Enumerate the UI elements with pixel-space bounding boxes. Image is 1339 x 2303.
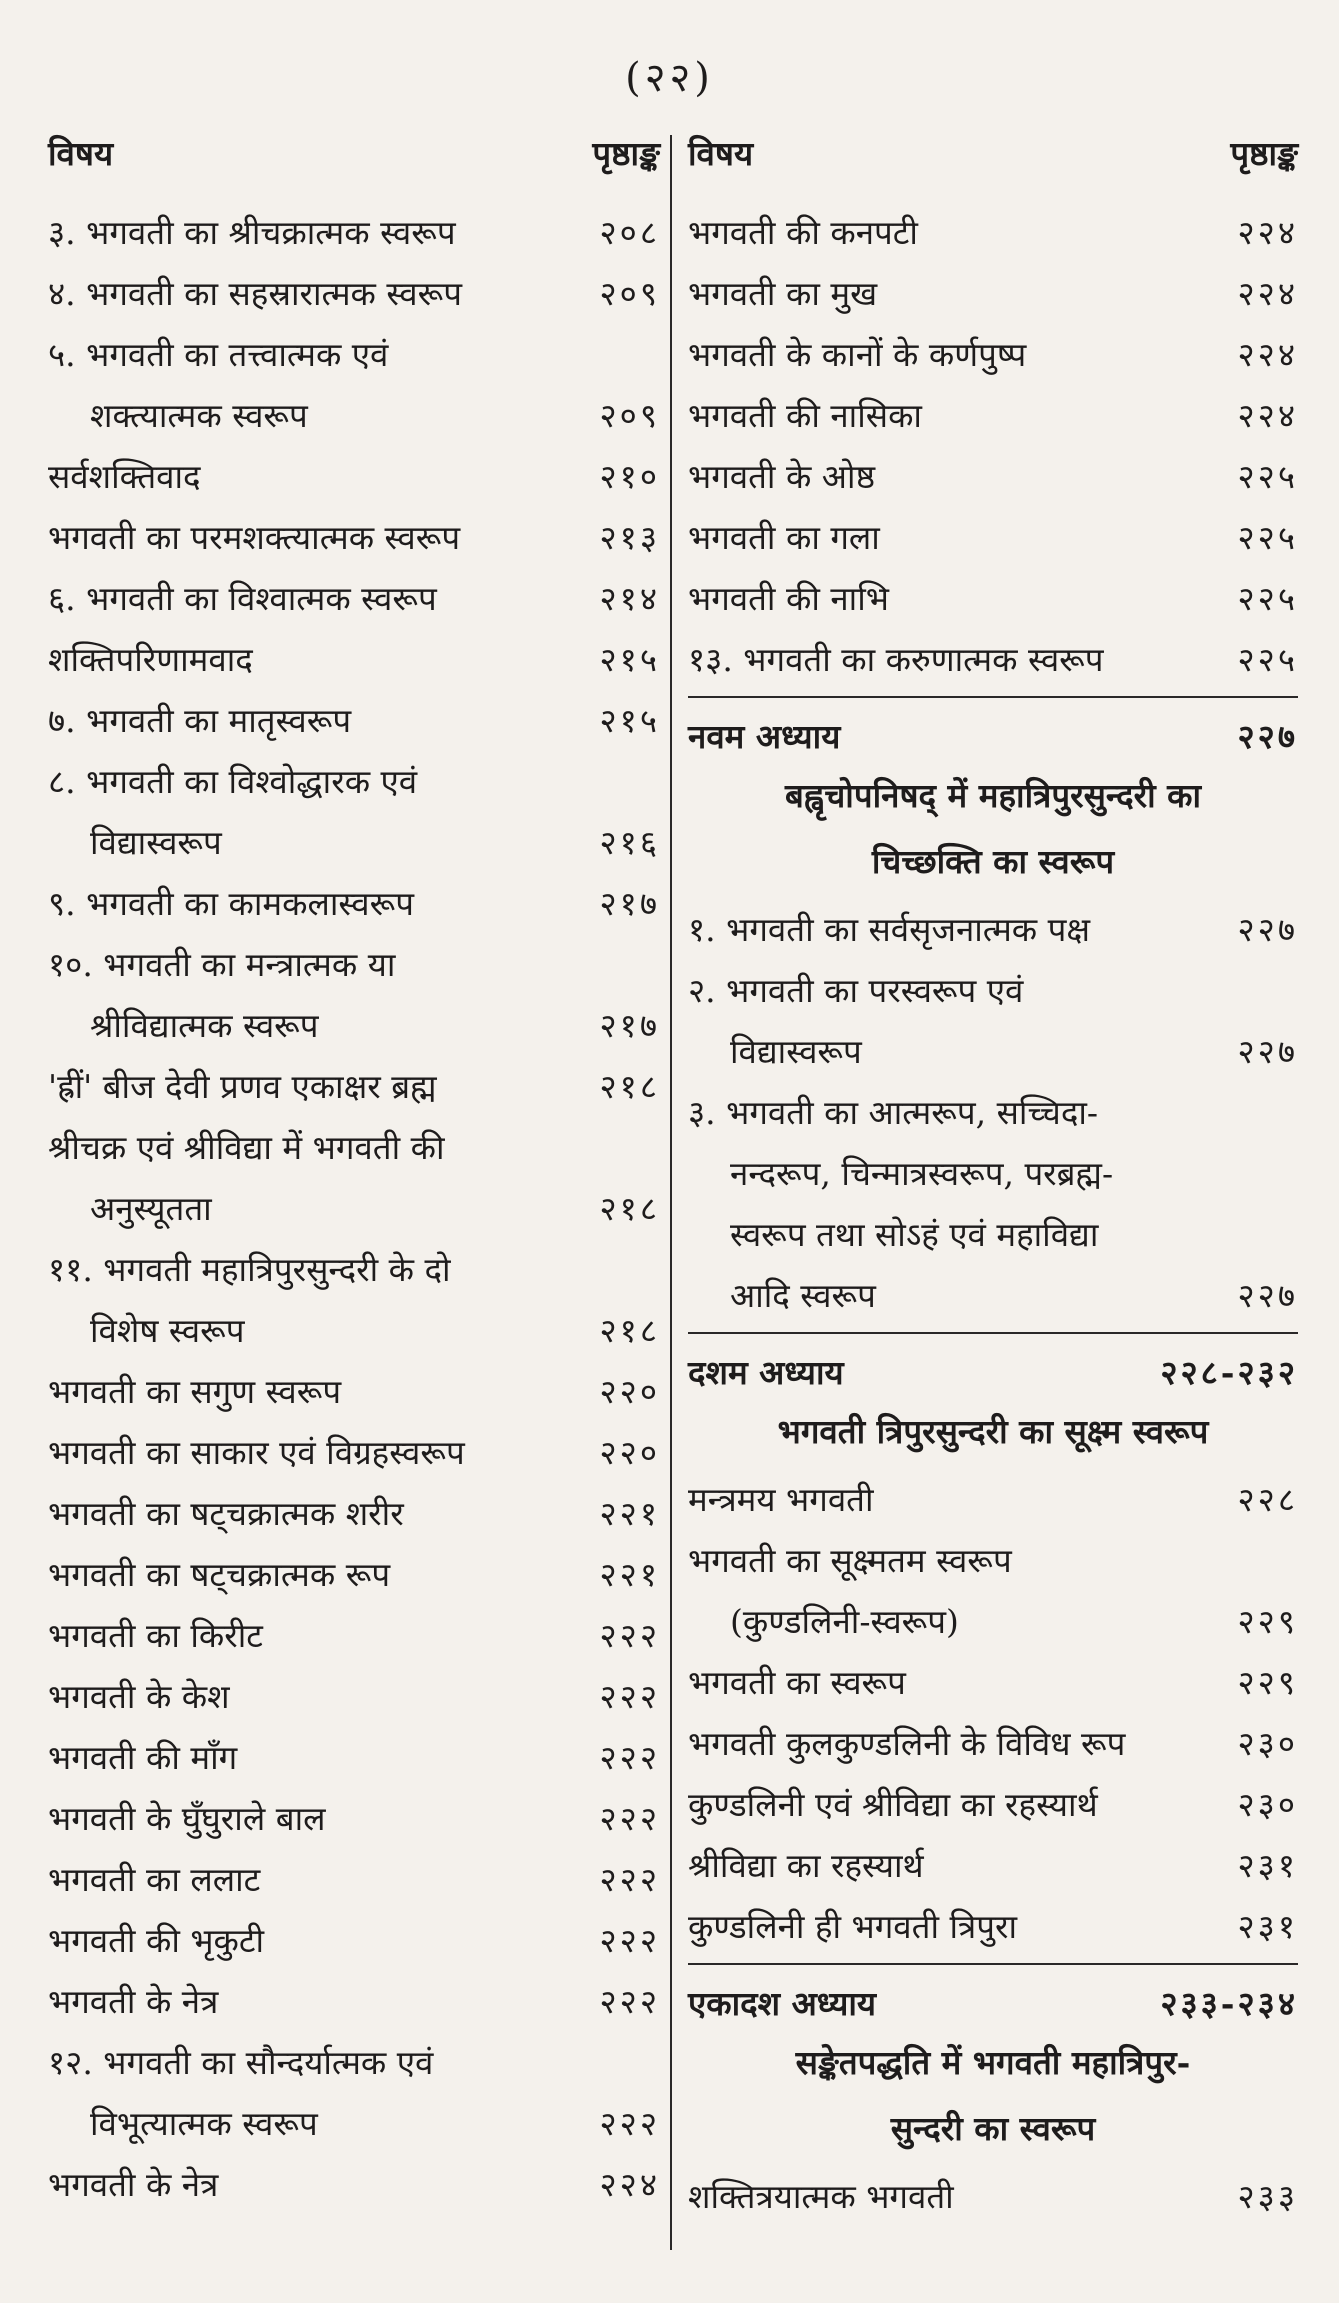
toc-entry <box>48 1666 660 1727</box>
right-column-header <box>688 130 1298 202</box>
entry-page: २२२ <box>599 1677 660 1716</box>
entry-page: २३३ <box>1237 2177 1298 2216</box>
page-heading: पृष्ठाङ्क <box>592 134 660 173</box>
toc-entry <box>688 263 1298 324</box>
left-column-header <box>48 130 660 202</box>
toc-entry <box>688 1082 1298 1143</box>
chapter-page: २२७ <box>1237 717 1298 756</box>
entry-title: ९. भगवती का कामकलास्वरूप <box>48 884 414 923</box>
entry-page: २२२ <box>599 1738 660 1777</box>
toc-entry <box>48 873 660 934</box>
toc-entry <box>48 1849 660 1910</box>
toc-entry <box>48 202 660 263</box>
entry-page: २२४ <box>1237 335 1298 374</box>
toc-entry <box>688 1204 1298 1265</box>
entry-title: विद्यास्वरूप <box>90 823 222 862</box>
entry-title: भगवती के घुँघुराले बाल <box>48 1799 326 1838</box>
entry-title: भगवती का षट्चक्रात्मक शरीर <box>48 1494 404 1533</box>
entry-title: भगवती का परमशक्त्यात्मक स्वरूप <box>48 518 461 557</box>
entry-page: २२७ <box>1237 1276 1298 1315</box>
toc-entry <box>688 507 1298 568</box>
entry-title: भगवती का गला <box>688 518 880 557</box>
toc-entry <box>48 812 660 873</box>
entry-title: भगवती की माँग <box>48 1738 238 1777</box>
entry-title: शक्तित्रयात्मक भगवती <box>688 2177 954 2216</box>
toc-entry <box>48 1971 660 2032</box>
entry-page: २१८ <box>599 1189 660 1228</box>
toc-entry <box>688 1530 1298 1591</box>
toc-entry <box>48 1300 660 1361</box>
entry-title: १२. भगवती का सौन्दर्यात्मक एवं <box>48 2043 434 2082</box>
entry-title: १३. भगवती का करुणात्मक स्वरूप <box>688 640 1104 679</box>
toc-entry <box>48 1056 660 1117</box>
entry-page: २१७ <box>599 884 660 923</box>
entry-page: २१८ <box>599 1067 660 1106</box>
toc-entry <box>688 324 1298 385</box>
toc-entry <box>48 1361 660 1422</box>
toc-entry <box>688 1652 1298 1713</box>
entry-page: २२२ <box>599 1921 660 1960</box>
entry-title: ४. भगवती का सहस्रारात्मक स्वरूप <box>48 274 462 313</box>
toc-entry <box>688 1591 1298 1652</box>
chapter-heading-10 <box>688 1342 1298 1403</box>
entry-title: विभूत्यात्मक स्वरूप <box>90 2104 318 2143</box>
toc-entry <box>48 2154 660 2215</box>
toc-entry <box>48 1178 660 1239</box>
chapter-heading-11 <box>688 1973 1298 2034</box>
entry-title: ३. भगवती का श्रीचक्रात्मक स्वरूप <box>48 213 456 252</box>
entry-title: आदि स्वरूप <box>730 1276 876 1315</box>
entry-page: २२५ <box>1237 457 1298 496</box>
entry-page: २३० <box>1237 1785 1298 1824</box>
entry-page: २२४ <box>1237 396 1298 435</box>
toc-entry <box>688 385 1298 446</box>
entry-page: २२५ <box>1237 579 1298 618</box>
page-number: (२२) <box>625 55 714 101</box>
entry-page: २२७ <box>1237 1032 1298 1071</box>
toc-entry <box>688 1835 1298 1896</box>
chapter-name: एकादश अध्याय <box>688 1984 877 2023</box>
entry-page: २२४ <box>1237 213 1298 252</box>
toc-entry <box>48 1117 660 1178</box>
toc-entry <box>48 1483 660 1544</box>
entry-title: श्रीविद्यात्मक स्वरूप <box>90 1006 319 1045</box>
entry-title: ५. भगवती का तत्त्वात्मक एवं <box>48 335 389 374</box>
entry-page: २१३ <box>599 518 660 557</box>
toc-entry <box>688 960 1298 1021</box>
entry-page: २२४ <box>1237 274 1298 313</box>
entry-page: २२८ <box>1237 1480 1298 1519</box>
chapter-title: भगवती त्रिपुरसुन्दरी का सूक्ष्म स्वरूप <box>777 1412 1209 1451</box>
toc-entry <box>48 1544 660 1605</box>
toc-entry <box>688 202 1298 263</box>
toc-entry <box>688 1469 1298 1530</box>
entry-page: २२२ <box>599 2104 660 2143</box>
entry-title: ८. भगवती का विश्वोद्धारक एवं <box>48 762 418 801</box>
toc-entry <box>48 995 660 1056</box>
toc-entry <box>688 629 1298 690</box>
chapter-name: नवम अध्याय <box>688 717 841 756</box>
chapter-name: दशम अध्याय <box>688 1353 844 1392</box>
entry-title: 'ह्रीं' बीज देवी प्रणव एकाक्षर ब्रह्म <box>48 1067 437 1106</box>
toc-entry <box>688 568 1298 629</box>
entry-page: २१७ <box>599 1006 660 1045</box>
toc-entry <box>688 2166 1298 2227</box>
chapter-title: बह्वृचोपनिषद् में महात्रिपुरसुन्दरी का <box>784 776 1202 815</box>
right-entry-list <box>688 2166 1298 2227</box>
toc-entry <box>48 690 660 751</box>
entry-title: भगवती का साकार एवं विग्रहस्वरूप <box>48 1433 465 1472</box>
entry-page: २१४ <box>599 579 660 618</box>
entry-page: २२० <box>599 1433 660 1472</box>
toc-entry <box>688 899 1298 960</box>
toc-entry <box>48 446 660 507</box>
entry-title: अनुस्यूतता <box>90 1189 212 1228</box>
entry-title: शक्तिपरिणामवाद <box>48 640 253 679</box>
entry-title: भगवती की नासिका <box>688 396 922 435</box>
toc-entry <box>48 507 660 568</box>
entry-title: विद्यास्वरूप <box>730 1032 862 1071</box>
toc-entry <box>48 263 660 324</box>
chapter-heading-9 <box>688 706 1298 767</box>
entry-title: कुण्डलिनी एवं श्रीविद्या का रहस्यार्थ <box>688 1785 1098 1824</box>
entry-title: १. भगवती का सर्वसृजनात्मक पक्ष <box>688 910 1091 949</box>
right-entry-list <box>688 1469 1298 1957</box>
entry-page: २१८ <box>599 1311 660 1350</box>
entry-title: ३. भगवती का आत्मरूप, सच्चिदा- <box>688 1093 1099 1132</box>
section-rule <box>688 1332 1298 1334</box>
entry-page: २२५ <box>1237 518 1298 557</box>
entry-title: भगवती का षट्चक्रात्मक रूप <box>48 1555 391 1594</box>
subject-heading: विषय <box>48 134 114 173</box>
toc-entry <box>48 1788 660 1849</box>
entry-title: २. भगवती का परस्वरूप एवं <box>688 971 1024 1010</box>
entry-page: २१६ <box>599 823 660 862</box>
column-divider <box>670 135 672 2250</box>
entry-page: २०८ <box>599 213 660 252</box>
toc-entry <box>48 1910 660 1971</box>
entry-page: २१५ <box>599 701 660 740</box>
entry-title: भगवती के केश <box>48 1677 230 1716</box>
entry-title: ७. भगवती का मातृस्वरूप <box>48 701 352 740</box>
entry-title: १०. भगवती का मन्त्रात्मक या <box>48 945 396 984</box>
entry-title: भगवती का सगुण स्वरूप <box>48 1372 342 1411</box>
entry-page: २२९ <box>1237 1602 1298 1641</box>
entry-title: भगवती का मुख <box>688 274 878 313</box>
toc-entry <box>48 385 660 446</box>
entry-page: २२७ <box>1237 910 1298 949</box>
entry-title: सर्वशक्तिवाद <box>48 457 201 496</box>
entry-title: शक्त्यात्मक स्वरूप <box>90 396 308 435</box>
entry-title: भगवती का ललाट <box>48 1860 261 1899</box>
toc-entry <box>48 1239 660 1300</box>
toc-entry <box>48 1422 660 1483</box>
toc-entry <box>48 2093 660 2154</box>
toc-entry <box>48 629 660 690</box>
entry-title: भगवती के नेत्र <box>48 1982 219 2021</box>
chapter-title: चिच्छक्ति का स्वरूप <box>871 842 1115 881</box>
toc-entry <box>48 751 660 812</box>
entry-page: २२९ <box>1237 1663 1298 1702</box>
entry-title: ६. भगवती का विश्वात्मक स्वरूप <box>48 579 437 618</box>
entry-title: श्रीविद्या का रहस्यार्थ <box>688 1846 924 1885</box>
entry-page: २२० <box>599 1372 660 1411</box>
entry-title: (कुण्डलिनी-स्वरूप) <box>730 1602 959 1641</box>
entry-title: स्वरूप तथा सोऽहं एवं महाविद्या <box>730 1215 1099 1254</box>
entry-title: भगवती का सूक्ष्मतम स्वरूप <box>688 1541 1012 1580</box>
chapter-page: २२८-२३२ <box>1160 1353 1298 1392</box>
toc-entry <box>48 568 660 629</box>
entry-page: २२४ <box>599 2165 660 2204</box>
toc-entry <box>688 1774 1298 1835</box>
entry-page: २२२ <box>599 1616 660 1655</box>
toc-entry <box>48 2032 660 2093</box>
entry-title: श्रीचक्र एवं श्रीविद्या में भगवती की <box>48 1128 445 1167</box>
entry-title: भगवती का स्वरूप <box>688 1663 906 1702</box>
left-entry-list <box>48 202 660 2215</box>
right-entry-list <box>688 202 1298 690</box>
entry-page: २१५ <box>599 640 660 679</box>
toc-entry <box>688 1265 1298 1326</box>
entry-page: २२२ <box>599 1860 660 1899</box>
entry-title: ११. भगवती महात्रिपुरसुन्दरी के दो <box>48 1250 451 1289</box>
entry-page: २०९ <box>599 396 660 435</box>
toc-entry <box>48 324 660 385</box>
entry-title: कुण्डलिनी ही भगवती त्रिपुरा <box>688 1907 1018 1946</box>
left-column <box>48 130 660 2215</box>
entry-page: २२२ <box>599 1982 660 2021</box>
section-rule <box>688 1963 1298 1965</box>
toc-entry <box>688 1896 1298 1957</box>
toc-entry <box>688 446 1298 507</box>
entry-title: भगवती कुलकुण्डलिनी के विविध रूप <box>688 1724 1126 1763</box>
entry-title: भगवती के नेत्र <box>48 2165 219 2204</box>
entry-page: २०९ <box>599 274 660 313</box>
subject-heading: विषय <box>688 134 754 173</box>
entry-title: विशेष स्वरूप <box>90 1311 245 1350</box>
toc-entry <box>48 934 660 995</box>
entry-title: भगवती की नाभि <box>688 579 889 618</box>
toc-entry <box>688 1143 1298 1204</box>
entry-title: भगवती की भृकुटी <box>48 1921 265 1960</box>
entry-page: २३१ <box>1237 1846 1298 1885</box>
entry-page: २१० <box>599 457 660 496</box>
toc-entry <box>688 1021 1298 1082</box>
right-entry-list <box>688 899 1298 1326</box>
chapter-page: २३३-२३४ <box>1160 1984 1298 2023</box>
entry-page: २२१ <box>599 1555 660 1594</box>
page-heading: पृष्ठाङ्क <box>1230 134 1298 173</box>
entry-title: मन्त्रमय भगवती <box>688 1480 874 1519</box>
toc-entry <box>48 1727 660 1788</box>
chapter-title: सुन्दरी का स्वरूप <box>890 2109 1096 2148</box>
chapter-title: सङ्केतपद्धति में भगवती महात्रिपुर- <box>795 2043 1191 2082</box>
entry-title: नन्दरूप, चिन्मात्रस्वरूप, परब्रह्म- <box>730 1154 1114 1193</box>
toc-entry <box>48 1605 660 1666</box>
entry-title: भगवती के ओष्ठ <box>688 457 876 496</box>
entry-title: भगवती की कनपटी <box>688 213 918 252</box>
entry-page: २३१ <box>1237 1907 1298 1946</box>
right-column <box>688 130 1298 2227</box>
toc-entry <box>688 1713 1298 1774</box>
entry-title: भगवती के कानों के कर्णपुष्प <box>688 335 1027 374</box>
entry-page: २३० <box>1237 1724 1298 1763</box>
section-rule <box>688 696 1298 698</box>
entry-page: २२२ <box>599 1799 660 1838</box>
entry-page: २२१ <box>599 1494 660 1533</box>
entry-page: २२५ <box>1237 640 1298 679</box>
entry-title: भगवती का किरीट <box>48 1616 263 1655</box>
